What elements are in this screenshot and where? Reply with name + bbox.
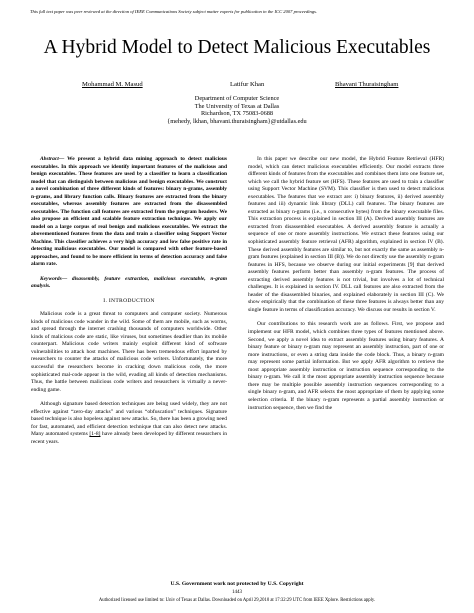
body-paragraph-contributions: Our contributions to this research work are as follows. First, we propose and implement our HFR model, which combines three types of features mentioned above. Second, we apply a novel idea to extract assembly features using binary features. A binary feature or binary n-gram may represent an assembly instruction, part of one or more instructions, or even a string data inside the code block. Thus, a binary n-gram may represent some partial information. But we apply AFR algorithm to retrieve the most appropriate assembly instruction or instruction sequence corresponding to the binary n-gram. We call it the most appropriate assembly instruction sequence because there may be multiple possible assembly instruction sequences corresponding to a single binary n-gram, and AFR selects the most appropriate of them by applying some selection criteria. If the binary n-gram represents a partial assembly instruction or instruction sequence, then we find the: [248, 321, 444, 411]
intro-paragraph-2-end: have already been developed by different researchers in recent years.: [31, 431, 227, 445]
right-column: [248, 156, 444, 419]
abstract: [31, 156, 227, 269]
header-note: This full text paper was peer reviewed at the direction of IEEE Communications Society subject matter experts for publication in the ICC 2007 proceedings.: [30, 9, 318, 14]
intro-paragraph-2-start: Although signature based detection techniques are being used widely, they are not effective against “zero-day attacks” and various “obfuscation” techniques. Signature based technique is also hopeless against new attacks. So, there has been a growing need for fast, automated, and efficient detection technique that can also detect new attacks. Many automated systems: [31, 401, 227, 438]
citation-link[interactable]: [1-8]: [89, 431, 101, 438]
license-notice: Authorized licensed use limited to: Univ of Texas at Dallas. Downloaded on April 29,2010 at 17:32:29 UTC from IEEE Xplore. Restrictions apply.: [98, 598, 376, 603]
abstract-lead: Abstract: [40, 156, 59, 162]
copyright-notice: U.S. Government work not protected by U.S. Copyright: [170, 581, 304, 587]
author-1: Mohammad M. Masud: [82, 81, 143, 88]
affiliation-block: [0, 95, 474, 125]
author-3: Bhavani Thuraisingham: [335, 81, 399, 88]
author-2: Latifur Khan: [230, 81, 265, 88]
affiliation-emails: {mehedy, lkhan, bhavani.thuraisingham}@utdallas.edu: [167, 117, 307, 125]
intro-paragraph-1: Malicious code is a great threat to computers and computer society. Numerous kinds of malicious code wander in the wild. Some of them are mobile, such as worms, and spread through the internet crashing thousands of computers worldwide. Other kinds of malicious code are static, like viruses, but sometimes deadlier than its mobile counterpart. Malicious code writers mainly exploit different kind of software vulnerabilities to attack host machines. There has been tremendous effort inparted by researchers to counter the attacks of malicious code writers. Unfortunately, the more successful the researchers become in cracking down malicious code, the more sophisticated mal-code appear in the wild, evading all kinds of detection mechanisms. Thus, the battle between malicious code writers and researchers is virtually a never-ending game.: [31, 311, 227, 393]
intro-paragraph-2: [31, 401, 227, 446]
paper-title: A Hybrid Model to Detect Malicious Executables: [43, 37, 431, 58]
left-column: [31, 156, 227, 453]
affiliation-city: Richardson, TX 75083-0688: [200, 110, 274, 118]
affiliation-university: The University of Texas at Dallas: [194, 102, 280, 110]
abstract-text: — We present a hybrid data mining approach to detect malicious executables. In this approach we identify important features of the malicious and benign executables. These features are used by a classifier to learn a classification model that can distinguish between malicious and benign executables. We construct a novel combination of three different kinds of features: binary n-grams, assembly n-grams, and library function calls. Binary features are extracted from the binary executables, whereas assembly features are extracted from the disassembled executables. The function call features are extracted from the program headers. We also propose an efficient and scalable feature extraction technique. We apply our model on a large corpus of real benign and malicious executables. We extract the abovementioned features from the data and train a classifier using Support Vector Machine. This classifier achieves a very high accuracy and low false positive rate in detecting malicious executables. Our model is compared with other feature-based approaches, and found to be more efficient in terms of detection accuracy and false alarm rate.: [31, 156, 227, 267]
affiliation-department: Department of Computer Science: [194, 95, 280, 102]
page-number: 1443: [232, 590, 242, 595]
body-paragraph-hfr-model: In this paper we describe our new model, the Hybrid Feature Retrieval (HFR) model, which can detect malicious executables efficiently. Our model extracts three different kinds of features from the executables and combines them into one feature set, which we call the hybrid feature set (HFS). These features are used to train a classifier using Support Vector Machine (SVM). This classifier is then used to detect malicious executables. The features that we extract are: i) binary features, ii) derived assembly features and iii) dynamic link library (DLL) call features. The binary features are extracted as binary n-grams (i.e., n consecutive bytes) from the binary executable files. This extraction process is explained in section III (A). Derived assembly features are extracted from disassembled executables. A derived assembly feature is actually a sequence of one or more assembly instructions. We extract these features using our sophisticated assembly feature retrieval (AFR) algorithm, explained in section IV (B). These derived assembly features are similar to, but not exactly the same as assembly n-gram features (explained in section III (B)). We do not directly use the assembly n-gram features in HFS, because we observe during our initial experiments [9] that derived assembly features perform better than assembly n-gram features. The process of extracting derived assembly features is not trivial, but involves a lot of technical challenges. It is explained in section IV. DLL call features are also extracted from the header of the disassembled binaries, and explained elaborately in section III (C). We show empirically that the combination of these three features is always better than any single feature in terms of classification accuracy. We discuss our results in section V.: [248, 156, 444, 313]
section-heading-introduction: I. INTRODUCTION: [103, 297, 155, 304]
keywords: Keywords— disassembly, feature extraction, malicious executable, n-gram analysis.: [31, 275, 227, 290]
